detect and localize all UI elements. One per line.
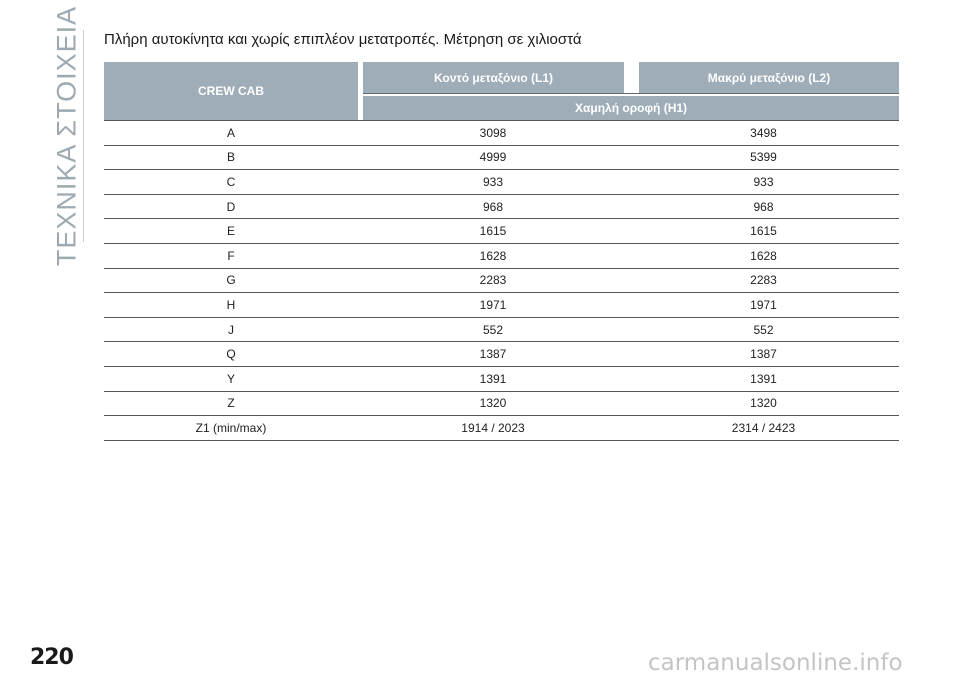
value-l1: 1628 [479, 248, 507, 263]
row-label: Q [226, 347, 236, 362]
table-row [104, 293, 899, 318]
value-l1: 968 [482, 199, 504, 214]
value-l1: 2283 [479, 273, 507, 288]
table-body [104, 120, 899, 441]
value-l2: 1615 [750, 224, 777, 239]
row-label: B [226, 150, 235, 165]
row-label: Y [226, 371, 235, 386]
row-label: D [226, 199, 236, 214]
value-l2: 1387 [750, 347, 777, 362]
table-row [104, 416, 899, 441]
row-label: A [226, 125, 235, 140]
section-side-tab [51, 5, 82, 266]
value-l1: 1914 / 2023 [461, 420, 525, 435]
value-l1: 3098 [479, 125, 507, 140]
row-label: Z1 (min/max) [195, 420, 267, 435]
value-l2: 2314 / 2423 [731, 420, 796, 435]
row-label: E [226, 224, 235, 239]
table-row [104, 146, 899, 171]
side-divider [83, 30, 84, 242]
table-row [104, 244, 899, 269]
value-l1: 1320 [479, 396, 507, 411]
value-l2: 1971 [750, 297, 777, 312]
value-l2: 3498 [750, 125, 777, 140]
table-header [104, 62, 899, 120]
value-l1: 552 [482, 322, 504, 337]
row-label: H [226, 297, 236, 312]
table-caption: Πλήρη αυτοκίνητα και χωρίς επιπλέον μετατροπές. Μέτρηση σε χιλιοστά [104, 31, 582, 48]
value-l2: 1320 [750, 396, 777, 411]
table-row [104, 367, 899, 392]
section-title: ΤΕΧΝΙΚΑ ΣΤΟΙΧΕΙΑ [51, 5, 82, 266]
value-l2: 5399 [750, 150, 777, 165]
value-l1: 1387 [479, 347, 507, 362]
value-l2: 933 [753, 174, 774, 189]
value-l1: 933 [482, 174, 504, 189]
header-divider [363, 93, 899, 94]
header-crew-cab: CREW CAB [104, 62, 358, 120]
header-short-wheelbase: Κοντό μεταξόνιο (L1) [363, 62, 624, 93]
row-label: J [228, 322, 234, 337]
row-label: G [226, 273, 236, 288]
table-row [104, 170, 899, 195]
value-l2: 1391 [750, 371, 777, 386]
dimensions-table [104, 62, 899, 441]
header-low-roof: Χαμηλή οροφή (H1) [363, 96, 899, 120]
header-long-wheelbase: Μακρύ μεταξόνιο (L2) [639, 62, 899, 93]
table-row [104, 269, 899, 294]
table-row [104, 219, 899, 244]
watermark: carmanualsonline.info [648, 650, 903, 676]
value-l1: 1391 [479, 371, 507, 386]
value-l1: 1971 [479, 297, 507, 312]
page-number: 220 [30, 645, 73, 670]
table-row [104, 342, 899, 367]
value-l2: 968 [753, 199, 774, 214]
table-row [104, 318, 899, 343]
value-l2: 1628 [750, 248, 777, 263]
value-l2: 552 [753, 322, 774, 337]
row-label: C [226, 174, 236, 189]
row-label: F [227, 248, 235, 263]
table-row [104, 392, 899, 417]
value-l1: 4999 [479, 150, 507, 165]
row-label: Z [227, 396, 235, 411]
value-l1: 1615 [479, 224, 507, 239]
value-l2: 2283 [750, 273, 777, 288]
table-row [104, 195, 899, 220]
table-row [104, 120, 899, 146]
